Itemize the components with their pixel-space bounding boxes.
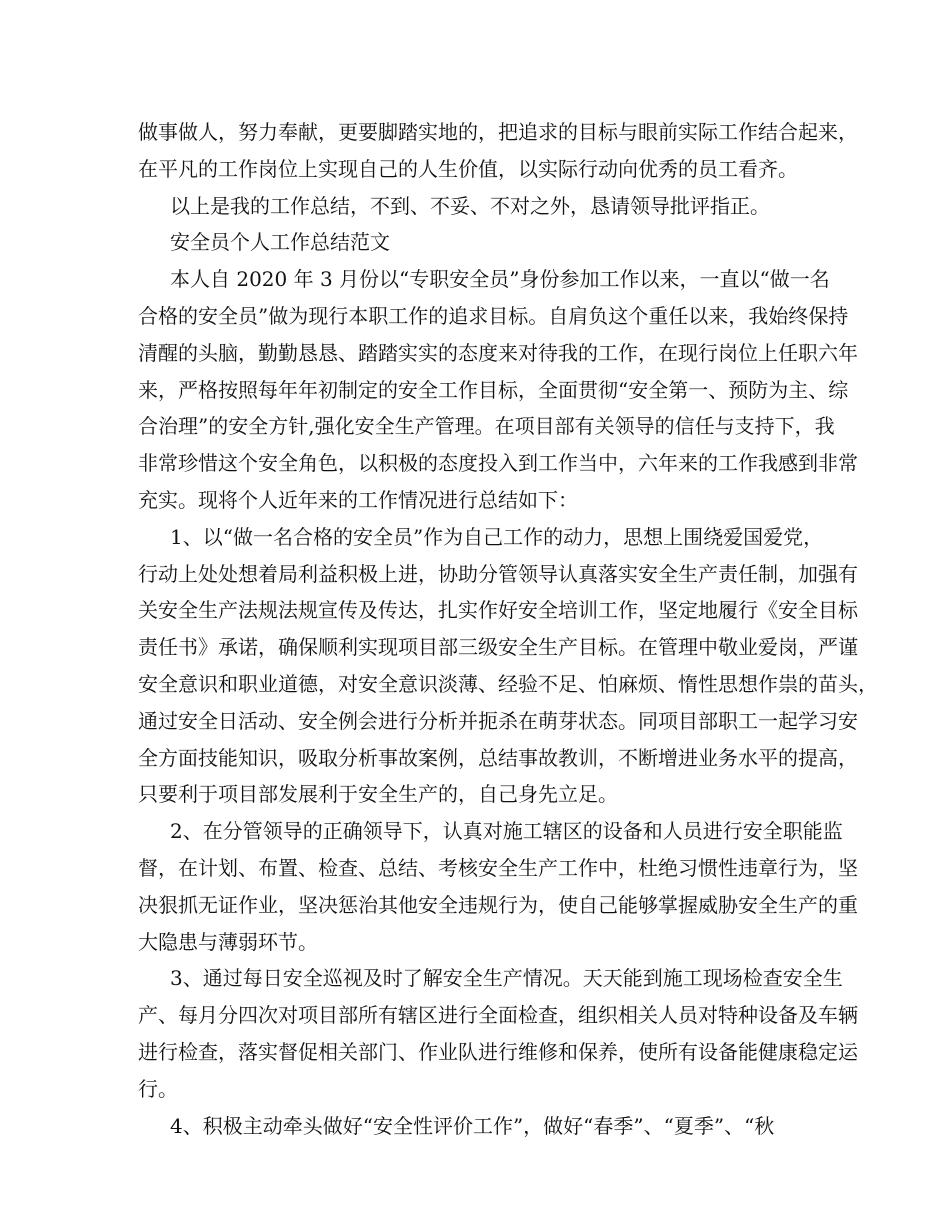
text-line: 只要利于项目部发展利于安全生产的，自己身先立足。: [138, 782, 618, 807]
text-line: 督，在计划、布置、检查、总结、考核安全生产工作中，杜绝习惯性违章行为，坚: [138, 855, 858, 880]
text-line: 大隐患与薄弱环节。: [138, 929, 318, 954]
text-line: 行动上处处想着局利益积极上进，协助分管领导认真落实安全生产责任制，加强有: [138, 561, 858, 586]
text-line: 1、以“做一名合格的安全员”作为自己工作的动力，思想上围绕爱国爱党，: [170, 524, 824, 549]
text-line: 本人自 2020 年 3 月份以“专职安全员”身份参加工作以来，一直以“做一名: [170, 267, 830, 292]
text-line: 关安全生产法规法规宣传及传达，扎实作好安全培训工作，坚定地履行《安全目标: [138, 598, 858, 623]
text-line: 进行检查，落实督促相关部门、作业队进行维修和保养，使所有设备能健康稳定运: [138, 1039, 858, 1064]
document-page: [138, 114, 878, 1144]
section-heading: 安全员个人工作总结范文: [170, 230, 390, 255]
text-line: 以上是我的工作总结，不到、不妥、不对之外，恳请领导批评指正。: [170, 193, 770, 218]
text-line: 清醒的头脑，勤勤恳恳、踏踏实实的态度来对待我的工作，在现行岗位上任职六年: [138, 340, 858, 365]
text-line: 产、每月分四次对项目部所有辖区进行全面检查，组织相关人员对特种设备及车辆: [138, 1003, 858, 1028]
text-line: 4、积极主动牵头做好“安全性评价工作”，做好“春季”、“夏季”、“秋: [170, 1113, 775, 1138]
text-line: 安全意识和职业道德，对安全意识淡薄、经验不足、怕麻烦、惰性思想作祟的苗头，: [138, 671, 878, 696]
text-line: 非常珍惜这个安全角色，以积极的态度投入到工作当中，六年来的工作我感到非常: [138, 451, 858, 476]
text-line: 通过安全日活动、安全例会进行分析并扼杀在萌芽状态。同项目部职工一起学习安: [138, 708, 858, 733]
text-line: 来，严格按照每年年初制定的安全工作目标，全面贯彻“安全第一、预防为主、综: [138, 377, 849, 402]
text-line: 行。: [138, 1076, 178, 1101]
text-line: 2、在分管领导的正确领导下，认真对施工辖区的设备和人员进行安全职能监: [170, 819, 843, 844]
text-line: 全方面技能知识，吸取分析事故案例，总结事故教训，不断增进业务水平的提高，: [138, 745, 858, 770]
text-line: 在平凡的工作岗位上实现自己的人生价值，以实际行动向优秀的员工看齐。: [138, 156, 798, 181]
text-line: 充实。现将个人近年来的工作情况进行总结如下：: [138, 487, 578, 512]
text-line: 责任书》承诺，确保顺利实现项目部三级安全生产目标。在管理中敬业爱岗，严谨: [138, 635, 858, 660]
text-line: 决狠抓无证作业，坚决惩治其他安全违规行为，使自己能够掌握威胁安全生产的重: [138, 892, 858, 917]
text-line: 3、通过每日安全巡视及时了解安全生产情况。天天能到施工现场检查安全生: [170, 966, 843, 991]
text-line: 做事做人，努力奉献，更要脚踏实地的，把追求的目标与眼前实际工作结合起来，: [138, 120, 858, 144]
text-line: 合格的安全员”做为现行本职工作的追求目标。自肩负这个重任以来，我始终保持: [138, 303, 849, 328]
text-line: 合治理”的安全方针,强化安全生产管理。在项目部有关领导的信任与支持下，我: [138, 414, 835, 439]
